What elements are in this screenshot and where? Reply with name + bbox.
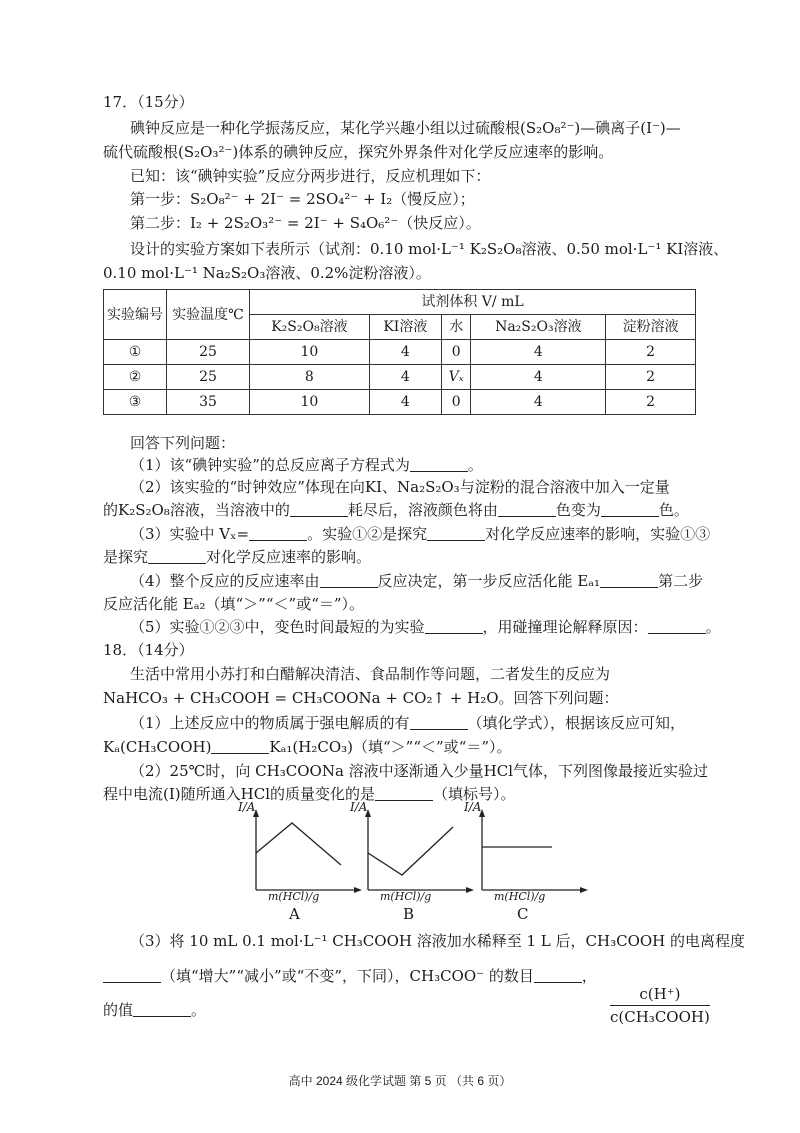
table-subheader: K₂S₂O₈溶液: [250, 315, 370, 340]
q18-part2-line1: （2）25℃时，向 CH₃COONa 溶液中逐渐通入少量HCl气体，下列图像最接近实验过: [130, 762, 709, 780]
q17-part4-text: （4）整个反应的反应速率由: [130, 572, 320, 590]
q17-part3-text: 对化学反应速率的影响，实验①③: [485, 525, 711, 543]
table-cell: 2: [606, 390, 696, 415]
answer-blank[interactable]: [601, 501, 659, 517]
table-cell: 25: [167, 365, 250, 390]
graph-b-label: B: [403, 905, 415, 923]
table-cell: 2: [606, 340, 696, 365]
table-cell: 4: [471, 340, 606, 365]
table-row: [104, 390, 696, 415]
q17-part1-end: 。: [467, 456, 483, 474]
answer-blank[interactable]: [320, 572, 378, 588]
q18-part1-text: Kₐ(CH₃COOH): [103, 738, 212, 756]
table-cell: 10: [250, 340, 370, 365]
page-footer: 高中 2024 级化学试题 第 5 页 （共 6 页）: [288, 1074, 512, 1088]
q17-part4-line2: 反应活化能 Eₐ₂（填“＞”“＜”或“＝”）。: [103, 595, 365, 613]
table-cell: 4: [369, 390, 441, 415]
table-row: [104, 340, 696, 365]
q17-design-line2: 0.10 mol·L⁻¹ Na₂S₂O₃溶液、0.2%淀粉溶液）。: [103, 264, 431, 282]
graph-c-ylabel: I/A: [464, 800, 482, 814]
table-header-temp: 实验温度℃: [167, 290, 250, 340]
q17-part5-text: （5）实验①②③中，变色时间最短的为实验: [130, 618, 425, 636]
table-cell: 0: [441, 340, 471, 365]
table-cell: 0: [441, 390, 471, 415]
q18-part2-text: （填标号）。: [433, 785, 516, 803]
q18-part2-line2: [103, 784, 516, 804]
q17-part4-text: 反应决定，第一步反应活化能 Eₐ₁: [377, 572, 601, 590]
table-cell: ③: [104, 390, 167, 415]
q17-part2-line1: （2）该实验的“时钟效应”体现在向KI、Na₂S₂O₃与淀粉的混合溶液中加入一定量: [130, 478, 670, 496]
table-cell: 4: [369, 365, 441, 390]
q18-part3-text: ，: [581, 967, 597, 985]
q18-part1-text: （1）上述反应中的物质属于强电解质的有: [130, 714, 410, 732]
table-subheader: Na₂S₂O₃溶液: [471, 315, 606, 340]
q17-intro-line1: 碘钟反应是一种化学振荡反应，某化学兴趣小组以过硫酸根(S₂O₈²⁻)—碘离子(I⁻)—: [130, 119, 681, 137]
graph-b-xlabel: m(HCl)/g: [380, 890, 432, 903]
graph-c-label: C: [517, 905, 529, 923]
q18-part1-text: Kₐ₁(H₂CO₃)（填“＞”“＜”或“＝”）。: [269, 738, 512, 756]
q18-intro-line2: NaHCO₃ + CH₃COOH = CH₃COONa + CO₂↑ + H₂O。回答下列问题：: [103, 689, 619, 707]
table-cell: Vₓ: [441, 365, 471, 390]
q17-step2: 第二步：I₂ + 2S₂O₃²⁻ = 2I⁻ + S₄O₆²⁻（快反应）。: [130, 214, 481, 232]
q18-part3-line1: （3）将 10 mL 0.1 mol·L⁻¹ CH₃COOH 溶液加水稀释至 1 L 后，CH₃COOH 的电离程度: [130, 932, 746, 950]
q17-part3-text: 对化学反应速率的影响。: [206, 548, 372, 566]
answer-blank[interactable]: [427, 525, 485, 541]
answer-blank[interactable]: [148, 548, 206, 564]
q17-intro-line2: 硫代硫酸根(S₂O₃²⁻)体系的碘钟反应，探究外界条件对化学反应速率的影响。: [103, 143, 614, 161]
graph-b-curve: [368, 827, 453, 875]
answer-blank[interactable]: [425, 618, 483, 634]
q18-part3-line3: [103, 1000, 206, 1020]
answer-blank[interactable]: [648, 618, 706, 634]
q17-part3-text: （3）实验中 Vₓ=: [130, 525, 250, 543]
table-cell: 10: [250, 390, 370, 415]
q17-part1: [130, 455, 483, 475]
graph-a-label: A: [289, 905, 300, 923]
q17-answer-prompt: 回答下列问题：: [130, 434, 236, 452]
table-cell: 2: [606, 365, 696, 390]
q17-known: 已知：该“碘钟实验”反应分两步进行，反应机理如下：: [130, 167, 491, 185]
table-row: [104, 365, 696, 390]
q17-part5: [130, 617, 721, 637]
table-subheader: KI溶液: [369, 315, 441, 340]
answer-blank[interactable]: [103, 967, 161, 983]
table-subheader: 淀粉溶液: [606, 315, 696, 340]
q17-step1: 第一步：S₂O₈²⁻ + 2I⁻ = 2SO₄²⁻ + I₂（慢反应）；: [130, 190, 475, 208]
q18-part3-text: 的值: [103, 1001, 134, 1019]
table-header-volume: 试剂体积 V/ mL: [250, 290, 696, 315]
answer-blank[interactable]: [375, 785, 433, 801]
answer-blank[interactable]: [600, 572, 658, 588]
graph-a-ylabel: I/A: [238, 800, 256, 814]
q18-header: 18．（14分）: [103, 641, 194, 659]
graph-a-curve: [256, 823, 341, 865]
q18-intro-line1: 生活中常用小苏打和白醋解决清洁、食品制作等问题，二者发生的反应为: [130, 665, 611, 683]
answer-blank[interactable]: [534, 967, 582, 983]
q17-part2-text: 色。: [658, 501, 689, 519]
table-cell: ①: [104, 340, 167, 365]
answer-blank[interactable]: [410, 714, 468, 730]
q17-part3-text: 。实验①②是探究: [307, 525, 428, 543]
q17-part2-text: 的K₂S₂O₈溶液，当溶液中的: [103, 501, 290, 519]
table-cell: 4: [369, 340, 441, 365]
q18-part3-text: （填“增大”“减小”或“不变”，下同），CH₃COO⁻ 的数目: [161, 967, 534, 985]
table-header-no: 实验编号: [104, 290, 167, 340]
q18-part3-text: 。: [191, 1001, 207, 1019]
q17-part3-line1: [130, 524, 710, 544]
table-cell: 4: [471, 365, 606, 390]
table-cell: 8: [250, 365, 370, 390]
q17-part2-text: 耗尽后，溶液颜色将由: [347, 501, 498, 519]
q17-part2-text: 色变为: [555, 501, 601, 519]
answer-blank[interactable]: [133, 1001, 191, 1017]
answer-blank[interactable]: [211, 738, 269, 754]
answer-blank[interactable]: [249, 525, 307, 541]
table-cell: 4: [471, 390, 606, 415]
answer-blank[interactable]: [290, 501, 348, 517]
q18-part2-text: 程中电流(I)随所通入HCl的质量变化的是: [103, 785, 375, 803]
experiment-table: [103, 289, 696, 415]
q17-part1-text: （1）该“碘钟实验”的总反应离子方程式为: [130, 456, 410, 474]
graph-c-xlabel: m(HCl)/g: [494, 890, 546, 903]
graph-b-ylabel: I/A: [350, 800, 368, 814]
table-cell: ②: [104, 365, 167, 390]
q18-part1-line1: [130, 713, 685, 733]
q17-part3-text: 是探究: [103, 548, 149, 566]
q17-part5-text: ，用碰撞理论解释原因：: [482, 618, 648, 636]
q18-part3-line2: [103, 966, 597, 986]
graph-a-xlabel: m(HCl)/g: [268, 890, 320, 903]
answer-blank[interactable]: [410, 456, 468, 472]
table-cell: 35: [167, 390, 250, 415]
answer-blank[interactable]: [498, 501, 556, 517]
q17-header: 17．（15分）: [103, 93, 194, 111]
q17-part4-text: 第二步: [658, 572, 704, 590]
q18-part1-text: （填化学式），根据该反应可知，: [467, 714, 686, 732]
concentration-ratio: [610, 985, 710, 1026]
table-cell: 25: [167, 340, 250, 365]
table-subheader: 水: [441, 315, 471, 340]
fraction-denominator: c(CH₃COOH): [610, 1008, 710, 1026]
q17-part3-line2: [103, 547, 371, 567]
q17-part2-line2: [103, 500, 689, 520]
fraction-numerator: c(H⁺): [610, 985, 710, 1006]
q17-part5-text: 。: [705, 618, 721, 636]
q18-part1-line2: [103, 737, 512, 757]
q17-design-line1: 设计的实验方案如下表所示（试剂：0.10 mol·L⁻¹ K₂S₂O₈溶液、0.50 mol·L⁻¹ KI溶液、: [130, 240, 729, 258]
q17-part4-line1: [130, 571, 703, 591]
